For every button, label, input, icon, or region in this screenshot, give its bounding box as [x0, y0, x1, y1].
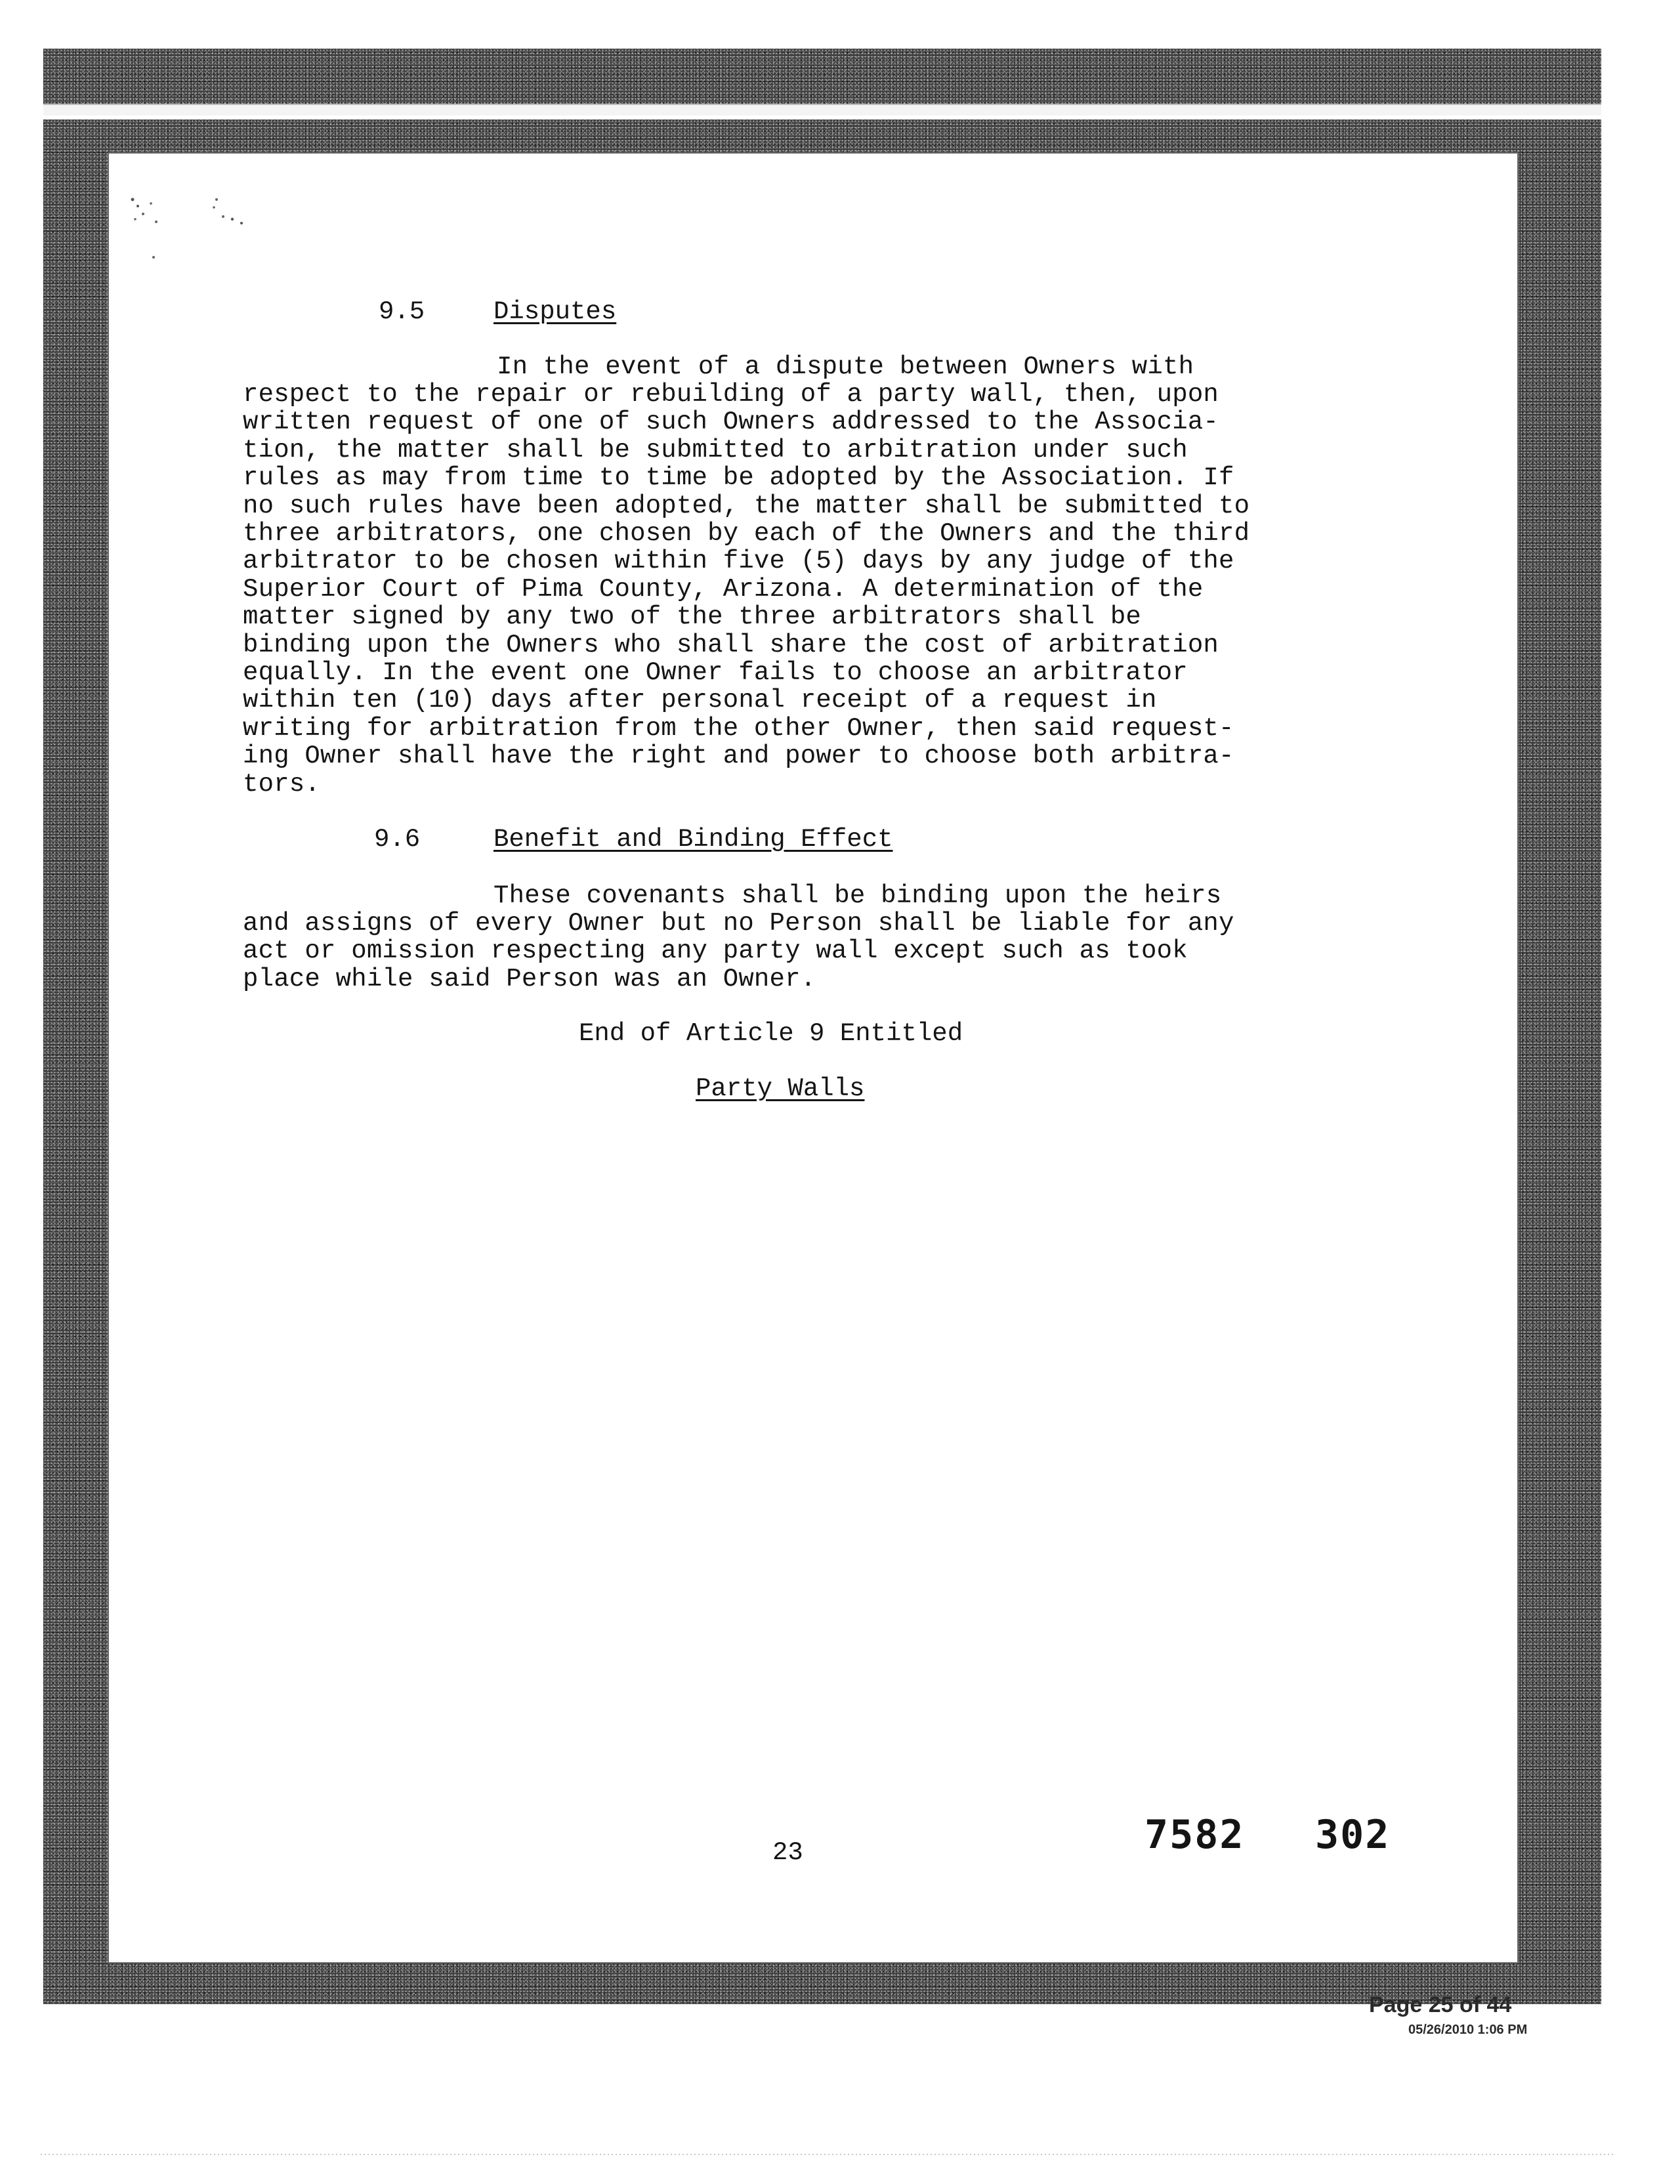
page-number: 23 [772, 1838, 803, 1867]
section-9-6-number: 9.6 [374, 825, 421, 854]
dispute-paragraph-line: tors. [243, 770, 321, 799]
recording-page-number: 302 [1315, 1812, 1391, 1858]
article-end-line: End of Article 9 Entitled [579, 1019, 963, 1048]
dispute-paragraph-line: arbitrator to be chosen within five (5) days by any judge of the [243, 547, 1234, 576]
scan-top-band [43, 49, 1601, 104]
recording-docket-number: 7582 [1144, 1812, 1245, 1858]
dispute-paragraph-line: respect to the repair or rebuilding of a party wall, then, upon [243, 380, 1219, 409]
print-timestamp: 05/26/2010 1:06 PM [1408, 2023, 1528, 2037]
section-9-5-title: Disputes [494, 297, 617, 326]
dispute-paragraph-line: matter signed by any two of the three arbitrators shall be [243, 602, 1142, 631]
dispute-paragraph-line: equally. In the event one Owner fails to choose an arbitrator [243, 658, 1188, 687]
benefit-paragraph-line: place while said Person was an Owner. [243, 965, 816, 994]
article-title: Party Walls [696, 1074, 865, 1103]
benefit-paragraph-line: act or omission respecting any party wall except such as took [243, 936, 1188, 965]
benefit-paragraph-line: and assigns of every Owner but no Person shall be liable for any [243, 909, 1234, 938]
dispute-paragraph-line: within ten (10) days after personal receipt of a request in [243, 686, 1157, 715]
dispute-paragraph-line: In the event of a dispute between Owners with [497, 352, 1194, 381]
benefit-paragraph-line: These covenants shall be binding upon the heirs [494, 881, 1222, 910]
dispute-paragraph-line: tion, the matter shall be submitted to arbitration under such [243, 436, 1188, 465]
dispute-paragraph-line: Superior Court of Pima County, Arizona. A determination of the [243, 575, 1204, 604]
scan-bottom-specks [39, 2152, 1614, 2156]
dispute-paragraph-line: writing for arbitration from the other Owner, then said request- [243, 714, 1234, 743]
scan-specks [125, 190, 256, 269]
section-9-6-title: Benefit and Binding Effect [494, 825, 893, 854]
dispute-paragraph-line: three arbitrators, one chosen by each of the Owners and the third [243, 519, 1250, 548]
dispute-paragraph-line: written request of one of such Owners addressed to the Associa- [243, 408, 1219, 436]
section-9-5-number: 9.5 [379, 297, 425, 326]
scan-top-strip [43, 104, 1601, 116]
dispute-paragraph-line: rules as may from time to time be adopted by the Association. If [243, 463, 1234, 492]
dispute-paragraph-line: binding upon the Owners who shall share the cost of arbitration [243, 631, 1219, 660]
page-count-label: Page 25 of 44 [1369, 1992, 1512, 2017]
dispute-paragraph-line: no such rules have been adopted, the matter shall be submitted to [243, 492, 1250, 520]
dispute-paragraph-line: ing Owner shall have the right and power to choose both arbitra- [243, 742, 1234, 770]
